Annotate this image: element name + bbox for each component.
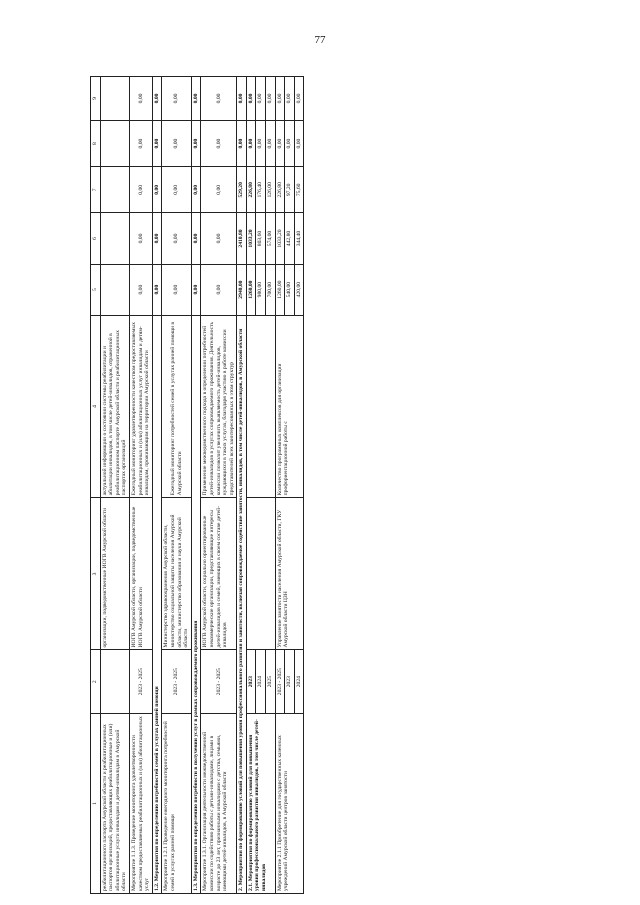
section-title: 2.1. Мероприятия по формированию условий для повышения уровня профессионального развития инвалидов, в том числе детей-инвалидов: [246, 713, 275, 893]
amount-other: 0,00: [129, 77, 152, 121]
amount-regional: 529,20: [237, 167, 247, 213]
amount-federal: 0,00: [152, 213, 162, 264]
amount-total: 700,00: [266, 264, 276, 315]
section-title: 1.2. Мероприятия по определению потребностей семей в услугах ранней помощи: [152, 315, 162, 893]
col-number: 1: [91, 713, 101, 893]
amount-total: 1260,00: [246, 264, 256, 315]
table-row: [100, 77, 129, 894]
col-number: 6: [91, 213, 101, 264]
period-cell: [100, 650, 129, 713]
amount-other: 0,00: [162, 77, 191, 121]
amount-cell: [100, 167, 129, 213]
amount-federal: 574,00: [266, 213, 276, 264]
amount-local: 0,00: [129, 120, 152, 166]
amount-total: 0,00: [191, 264, 201, 315]
amount-regional: 176,40: [256, 167, 266, 213]
measures-table: [90, 76, 304, 894]
measure-name: Мероприятие 2.1.1 Приобретение для государственных казенных учреждений Амурской области центров занятости: [275, 713, 304, 893]
amount-federal: 344,40: [294, 213, 304, 264]
amount-regional: 97,20: [285, 167, 295, 213]
amount-federal: 0,00: [162, 213, 191, 264]
amount-local: 0,00: [294, 120, 304, 166]
amount-other: 0,00: [201, 77, 237, 121]
amount-other: 0,00: [256, 77, 266, 121]
amount-other: 0,00: [152, 77, 162, 121]
amount-total: 540,00: [285, 264, 295, 315]
amount-local: 0,00: [162, 120, 191, 166]
amount-regional: 0,00: [191, 167, 201, 213]
amount-local: 0,00: [191, 120, 201, 166]
amount-other: 0,00: [266, 77, 276, 121]
table-row: [129, 77, 152, 894]
subsection-row: [246, 77, 256, 894]
year: 2024: [256, 650, 266, 713]
amount-local: 0,00: [285, 120, 295, 166]
col-number: 8: [91, 120, 101, 166]
executor: [246, 498, 275, 650]
section-title: 2. Мероприятия по формированию условий для повышения уровня профессионального развития и занятости, включая сопровождаемое содействие занятости, инвалидов, в том числе детей-инвалидов, в Амурской области: [237, 315, 247, 893]
amount-total: 0,00: [152, 264, 162, 315]
col-number: 9: [91, 77, 101, 121]
table-row: [201, 77, 237, 894]
amount-other: 0,00: [285, 77, 295, 121]
amount-regional: 126,00: [266, 167, 276, 213]
amount-local: 0,00: [152, 120, 162, 166]
amount-federal: 1033,20: [246, 213, 256, 264]
amount-federal: 803,60: [256, 213, 266, 264]
measure-name: реабилитационного паспорта Амурской области и реабилитационных паспортов организаций, предоставляющих реабилитационные и (или) абилитационные услуги инвалидам и детям-инвалидам в Амурской области: [100, 713, 129, 893]
amount-regional: 75,60: [294, 167, 304, 213]
section-row: [237, 77, 247, 894]
col-number: 3: [91, 498, 101, 650]
amount-local: 0,00: [256, 120, 266, 166]
amount-local: 0,00: [246, 120, 256, 166]
executor: Управление занятости населения Амурской области, ГКУ Амурской области ЦЗН: [275, 498, 304, 650]
amount-federal: 442,80: [285, 213, 295, 264]
col-number: 7: [91, 167, 101, 213]
amount-local: 0,00: [266, 120, 276, 166]
measure-name: Мероприятие 1.2.1 Проведение ежегодного мониторинга потребностей семей в услугах ранней помощи: [162, 713, 191, 893]
amount-regional: 226,80: [246, 167, 256, 213]
amount-local: 0,00: [201, 120, 237, 166]
amount-total: 980,00: [256, 264, 266, 315]
amount-total: 2940,00: [237, 264, 247, 315]
amount-regional: 0,00: [201, 167, 237, 213]
expected-result: [246, 315, 275, 498]
amount-other: 0,00: [275, 77, 285, 121]
amount-other: 0,00: [246, 77, 256, 121]
amount-federal: 2410,80: [237, 213, 247, 264]
amount-cell: [100, 213, 129, 264]
table-row: [162, 77, 191, 894]
amount-total: 0,00: [129, 264, 152, 315]
expected-result: актуальной информации о состоянии системы реабилитации и абилитации инвалидов, в том числе детей-инвалидов, отраженной в реабилитационном паспорте Амурской области и реабилитационных паспортах организаций: [100, 315, 129, 498]
period: 2023 - 2025: [129, 650, 152, 713]
measure-name: Мероприятие 1.3.1. Организация деятельности межведомственной комиссии по содействию работы с детьми-инвалидами, лицами в возрасте до 23 лет, признанными инвалидами с детства, семьями, имеющими детей-инвалидов, в Амурской области: [201, 713, 237, 893]
section-row: [152, 77, 162, 894]
year: 2023: [246, 650, 256, 713]
amount-other: 0,00: [237, 77, 247, 121]
page-number: 77: [314, 34, 326, 46]
amount-federal: 0,00: [191, 213, 201, 264]
column-number-row: [91, 77, 101, 894]
section-row: [191, 77, 201, 894]
amount-local: 0,00: [237, 120, 247, 166]
col-number: 5: [91, 264, 101, 315]
col-number: 2: [91, 650, 101, 713]
amount-cell: [100, 77, 129, 121]
amount-cell: [100, 120, 129, 166]
expected-result: Применение межведомственного подхода в определении потребностей детей-инвалидов в услугах сопровождаемого проживания. Деятельность комиссии позволит увеличить выявляемость детей-инвалидов, нуждающихся в таких услугах, благодаря участию в работе комиссии представителей всех заинтересованных в этом структур: [201, 315, 237, 498]
year: 2025: [266, 650, 276, 713]
amount-cell: [100, 264, 129, 315]
amount-local: 0,00: [275, 120, 285, 166]
amount-total: 0,00: [162, 264, 191, 315]
section-title: 1.3. Мероприятия по определению потребности в получении услуг в рамках сопровождаемого проживания: [191, 315, 201, 893]
col-number: 4: [91, 315, 101, 498]
executor: Министерство здравоохранения Амурской области, министерство социальной защиты населения Амурской области, министерство образования и науки Амурской области: [162, 498, 191, 650]
amount-regional: 0,00: [162, 167, 191, 213]
expected-result: Ежегодный мониторинг удовлетворенности качеством предоставляемых реабилитационных и (или) абилитационных услуг инвалидам и детям-инвалидам, проживающим на территории Амурской области: [129, 315, 152, 498]
amount-federal: 0,00: [201, 213, 237, 264]
amount-regional: 0,00: [152, 167, 162, 213]
executor: ИОГВ Амурской области, организации, подведомственные ИОГВ Амурской области: [129, 498, 152, 650]
amount-other: 0,00: [294, 77, 304, 121]
amount-total: 1260,00: [275, 264, 285, 315]
measure-name: Мероприятие 1.1.3. Проведение мониторинга удовлетворенности качеством предоставляемых реабилитационных и (или) абилитационных услуг: [129, 713, 152, 893]
amount-regional: 226,80: [275, 167, 285, 213]
amount-federal: 0,00: [129, 213, 152, 264]
period: 2023 - 2025: [162, 650, 191, 713]
amount-federal: 1033,20: [275, 213, 285, 264]
table-row: [275, 77, 285, 894]
expected-result: Ежегодный мониторинг потребностей семей в услугах ранней помощи в Амурской области: [162, 315, 191, 498]
amount-total: 0,00: [201, 264, 237, 315]
period: 2023 - 2025: [275, 650, 285, 713]
amount-regional: 0,00: [129, 167, 152, 213]
executor: ИОГВ Амурской области, социально ориентированные некоммерческие организации, представляющие интересы детей-инвалидов и семей, имеющих в своем составе детей-инвалидов: [201, 498, 237, 650]
amount-other: 0,00: [191, 77, 201, 121]
year: 2024: [294, 650, 304, 713]
year: 2023: [285, 650, 295, 713]
amount-total: 420,00: [294, 264, 304, 315]
period: 2023 - 2025: [201, 650, 237, 713]
executor: организации, подведомственные ИОГВ Амурской области: [100, 498, 129, 650]
rotated-table-wrapper: [90, 76, 588, 894]
expected-result: Количество программных комплексов для организации профориентационной работы с: [275, 315, 304, 498]
